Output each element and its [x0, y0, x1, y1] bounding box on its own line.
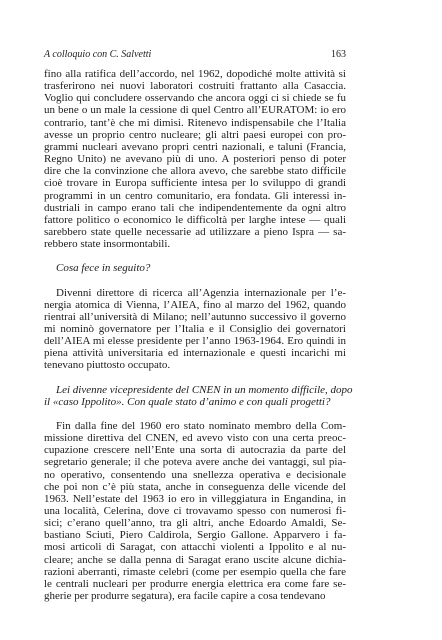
paragraph-gap — [44, 372, 346, 384]
text-line: cioè trovare in Europa sufficiente intesa per lo sviluppo di grandi — [44, 177, 346, 190]
text-line: fattore politico o economico le difficoltà per larghe intese — quali — [44, 213, 346, 226]
text-line: dire che la convinzione che allora avevo, che sarebbe stato difficile — [44, 165, 346, 178]
interview-answer — [44, 420, 346, 602]
text-line: mi nominò governatore per l’Italia e il Consiglio dei governatori — [44, 322, 346, 335]
text-line: un bene o un male la cessione di quel Centro all’EURATOM: io ero — [44, 104, 346, 117]
text-line: una località, Celerina, dove ci trovavamo spesso con numerosi fi- — [44, 505, 346, 517]
text-line: Lei divenne vicepresidente del CNEN in un momento difficile, dopo — [56, 383, 353, 396]
text-line: Divenni direttore di ricerca all’Agenzia internazionale per l’e- — [56, 286, 346, 299]
text-line: sici; c’erano quell’anno, tra gli altri, anche Edoardo Amaldi, Se- — [44, 517, 346, 530]
text-line: missione direttiva del CNEN, ed avevo visto con una certa preoc- — [44, 432, 346, 445]
text-line: bastiano Sciuti, Piero Caldirola, Sergio Gallone. Apparvero i fa- — [44, 529, 346, 542]
page-body — [44, 68, 353, 603]
paragraph-gap — [44, 408, 346, 420]
text-line: rebbero state insormontabili. — [44, 238, 171, 251]
page-number: 163 — [331, 49, 346, 60]
text-line: sarebbero state quelle necessarie ad utilizzare a pieno Ispra — sa- — [44, 226, 346, 239]
text-line: fino alla ratifica dell’accordo, nel 1962, dopodiché molte attività si — [44, 68, 346, 80]
text-line: dell’AIEA mi elesse presidente per l’anno 1963-1964. Ero quindi in — [44, 335, 346, 348]
text-line: cupazione crescere nell’Ente una sorta di autocrazia da parte del — [44, 444, 346, 457]
text-line: grammi nucleari avevano propri centri nazionali, e taluni (Francia, — [44, 140, 346, 153]
text-line: tenevano piuttosto occupato. — [44, 359, 171, 372]
text-blocks — [44, 68, 353, 603]
text-line: cleare; anche se dalla penna di Saragat erano uscite alcune dichia- — [44, 553, 346, 566]
text-line: che poi non c’è più stata, anche in conseguenza delle vicende del — [44, 480, 346, 493]
text-line: Regno Unito) ne avevano più di uno. A posteriori penso di poter — [44, 153, 346, 166]
paragraph-gap — [44, 275, 346, 287]
text-line: segretario generale; il che poteva avere anche dei vantaggi, sul pia- — [44, 456, 346, 469]
interview-answer — [44, 287, 346, 372]
text-line: 1963. Nell’estate del 1963 io ero in villeggiatura in Engandina, in — [44, 492, 346, 505]
text-line: trasferirono nei nuovi laboratori costruiti frattanto alla Casaccia. — [44, 80, 346, 93]
text-line: il «caso Ippolito». Con quale stato d’animo e con quali progetti? — [44, 395, 331, 408]
text-line: Voglio qui concludere osservando che ancora oggi ci si chiede se fu — [44, 92, 346, 105]
interview-question — [44, 383, 353, 408]
text-line: dustriali in campo erano tali che indipendentemente da ogni altro — [44, 201, 346, 214]
text-line: avesse un proprio centro nucleare; gli altri paesi europei con pro- — [44, 128, 346, 141]
text-line: no operativo, consentendo una snellezza operativa e decisionale — [44, 468, 346, 481]
text-line: piena attività universitaria ed internazionale e questi incarichi mi — [44, 347, 346, 360]
text-line: razioni aberranti, rimaste celebri (come per esempio quella che fare — [44, 565, 346, 578]
paragraph-gap — [44, 250, 346, 262]
text-line: gherie per produrre segatura), era facile capire a cosa tendevano — [44, 590, 326, 603]
text-line: mosi articoli di Saragat, con attacchi violenti a Ippolito e al nu- — [44, 541, 346, 554]
text-line: nergia atomica di Vienna, l’AIEA, fino al marzo del 1962, quando — [44, 298, 346, 311]
interview-answer — [44, 68, 346, 250]
page-header — [44, 48, 346, 62]
text-line: rientrai all’università di Milano; nell’autunno successivo il governo — [44, 310, 346, 323]
running-title: A colloquio con C. Salvetti — [44, 49, 152, 60]
text-line: le centrali nucleari per produrre energia elettrica era come fare se- — [44, 577, 346, 590]
interview-question — [44, 262, 346, 274]
text-line: programmi in un centro comunitario, era fondata. Gli interessi in- — [44, 189, 346, 202]
text-line: Fin dalla fine del 1960 ero stato nominato membro della Com- — [56, 419, 346, 432]
text-line: Cosa fece in seguito? — [56, 262, 151, 275]
text-line: contrario, tant’è che mi dimisi. Ritenevo indispensabile che l’Italia — [44, 116, 346, 129]
